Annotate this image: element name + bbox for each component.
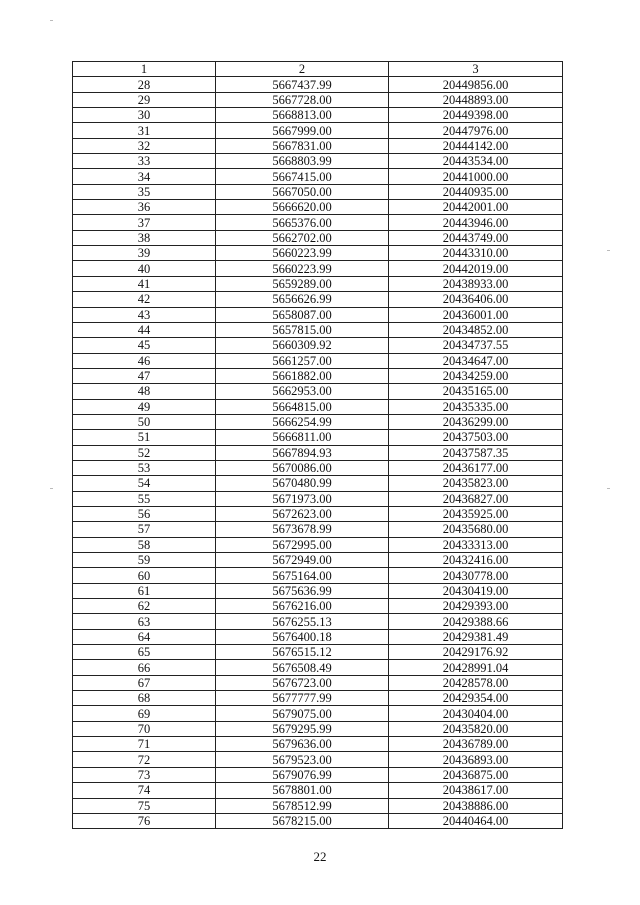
- point-number-cell: 48: [73, 384, 216, 399]
- point-number-cell: 46: [73, 353, 216, 368]
- point-number-cell: 39: [73, 246, 216, 261]
- x-coordinate-cell: 5667999.00: [216, 123, 389, 138]
- scan-margin-mark: [50, 488, 53, 489]
- y-coordinate-cell: 20436299.00: [389, 414, 563, 429]
- point-number-cell: 44: [73, 322, 216, 337]
- point-number-cell: 41: [73, 276, 216, 291]
- x-coordinate-cell: 5660223.99: [216, 261, 389, 276]
- point-number-cell: 36: [73, 200, 216, 215]
- y-coordinate-cell: 20436893.00: [389, 752, 563, 767]
- x-coordinate-cell: 5660223.99: [216, 246, 389, 261]
- table-row: [73, 721, 563, 736]
- table-row: [73, 123, 563, 138]
- y-coordinate-cell: 20434259.00: [389, 368, 563, 383]
- x-coordinate-cell: 5667437.99: [216, 77, 389, 92]
- point-number-cell: 73: [73, 767, 216, 782]
- y-coordinate-cell: 20443946.00: [389, 215, 563, 230]
- table-row: [73, 460, 563, 475]
- page-number: 22: [313, 849, 327, 864]
- x-coordinate-cell: 5672949.00: [216, 553, 389, 568]
- y-coordinate-cell: 20436001.00: [389, 307, 563, 322]
- y-coordinate-cell: 20429393.00: [389, 599, 563, 614]
- x-coordinate-cell: 5676216.00: [216, 599, 389, 614]
- point-number-cell: 43: [73, 307, 216, 322]
- y-coordinate-cell: 20428991.04: [389, 660, 563, 675]
- x-coordinate-cell: 5676255.13: [216, 614, 389, 629]
- point-number-cell: 37: [73, 215, 216, 230]
- y-coordinate-cell: 20430404.00: [389, 706, 563, 721]
- y-coordinate-cell: 20435165.00: [389, 384, 563, 399]
- table-row: [73, 430, 563, 445]
- table-row: [73, 645, 563, 660]
- table-row: [73, 77, 563, 92]
- table-row: [73, 813, 563, 828]
- point-number-cell: 69: [73, 706, 216, 721]
- column-header-y: 3: [389, 62, 563, 77]
- table-row: [73, 246, 563, 261]
- y-coordinate-cell: 20440464.00: [389, 813, 563, 828]
- y-coordinate-cell: 20435823.00: [389, 476, 563, 491]
- y-coordinate-cell: 20429176.92: [389, 645, 563, 660]
- x-coordinate-cell: 5667415.00: [216, 169, 389, 184]
- point-number-cell: 29: [73, 92, 216, 107]
- x-coordinate-cell: 5676508.49: [216, 660, 389, 675]
- table-row: [73, 476, 563, 491]
- x-coordinate-cell: 5665376.00: [216, 215, 389, 230]
- x-coordinate-cell: 5656626.99: [216, 292, 389, 307]
- x-coordinate-cell: 5667050.00: [216, 184, 389, 199]
- table-row: [73, 491, 563, 506]
- point-number-cell: 50: [73, 414, 216, 429]
- y-coordinate-cell: 20443749.00: [389, 230, 563, 245]
- x-coordinate-cell: 5660309.92: [216, 338, 389, 353]
- table-row: [73, 230, 563, 245]
- table-row: [73, 568, 563, 583]
- y-coordinate-cell: 20435335.00: [389, 399, 563, 414]
- table-body: [73, 77, 563, 829]
- y-coordinate-cell: 20443310.00: [389, 246, 563, 261]
- y-coordinate-cell: 20429354.00: [389, 691, 563, 706]
- point-number-cell: 47: [73, 368, 216, 383]
- table-row: [73, 553, 563, 568]
- x-coordinate-cell: 5672995.00: [216, 537, 389, 552]
- x-coordinate-cell: 5668803.99: [216, 154, 389, 169]
- table-row: [73, 737, 563, 752]
- point-number-cell: 28: [73, 77, 216, 92]
- y-coordinate-cell: 20430778.00: [389, 568, 563, 583]
- table-row: [73, 599, 563, 614]
- coordinates-table: [72, 61, 563, 829]
- point-number-cell: 30: [73, 108, 216, 123]
- x-coordinate-cell: 5677777.99: [216, 691, 389, 706]
- table-row: [73, 92, 563, 107]
- x-coordinate-cell: 5668813.00: [216, 108, 389, 123]
- x-coordinate-cell: 5679075.00: [216, 706, 389, 721]
- point-number-cell: 55: [73, 491, 216, 506]
- point-number-cell: 76: [73, 813, 216, 828]
- x-coordinate-cell: 5667728.00: [216, 92, 389, 107]
- y-coordinate-cell: 20429388.66: [389, 614, 563, 629]
- scan-margin-mark: [607, 250, 610, 251]
- point-number-cell: 65: [73, 645, 216, 660]
- y-coordinate-cell: 20438617.00: [389, 783, 563, 798]
- point-number-cell: 38: [73, 230, 216, 245]
- y-coordinate-cell: 20432416.00: [389, 553, 563, 568]
- table-row: [73, 184, 563, 199]
- table-row: [73, 675, 563, 690]
- y-coordinate-cell: 20437503.00: [389, 430, 563, 445]
- y-coordinate-cell: 20444142.00: [389, 138, 563, 153]
- point-number-cell: 62: [73, 599, 216, 614]
- y-coordinate-cell: 20433313.00: [389, 537, 563, 552]
- point-number-cell: 72: [73, 752, 216, 767]
- table-row: [73, 629, 563, 644]
- x-coordinate-cell: 5678215.00: [216, 813, 389, 828]
- y-coordinate-cell: 20448893.00: [389, 92, 563, 107]
- y-coordinate-cell: 20447976.00: [389, 123, 563, 138]
- x-coordinate-cell: 5678512.99: [216, 798, 389, 813]
- x-coordinate-cell: 5673678.99: [216, 522, 389, 537]
- table-row: [73, 614, 563, 629]
- x-coordinate-cell: 5676400.18: [216, 629, 389, 644]
- y-coordinate-cell: 20435820.00: [389, 721, 563, 736]
- y-coordinate-cell: 20434852.00: [389, 322, 563, 337]
- x-coordinate-cell: 5679636.00: [216, 737, 389, 752]
- y-coordinate-cell: 20449398.00: [389, 108, 563, 123]
- point-number-cell: 42: [73, 292, 216, 307]
- point-number-cell: 59: [73, 553, 216, 568]
- point-number-cell: 35: [73, 184, 216, 199]
- y-coordinate-cell: 20442019.00: [389, 261, 563, 276]
- y-coordinate-cell: 20437587.35: [389, 445, 563, 460]
- y-coordinate-cell: 20434737.55: [389, 338, 563, 353]
- table-row: [73, 414, 563, 429]
- y-coordinate-cell: 20430419.00: [389, 583, 563, 598]
- y-coordinate-cell: 20436827.00: [389, 491, 563, 506]
- y-coordinate-cell: 20428578.00: [389, 675, 563, 690]
- scan-margin-mark: [50, 20, 53, 21]
- x-coordinate-cell: 5667831.00: [216, 138, 389, 153]
- x-coordinate-cell: 5657815.00: [216, 322, 389, 337]
- x-coordinate-cell: 5661882.00: [216, 368, 389, 383]
- table-row: [73, 108, 563, 123]
- table-row: [73, 445, 563, 460]
- point-number-cell: 68: [73, 691, 216, 706]
- point-number-cell: 34: [73, 169, 216, 184]
- y-coordinate-cell: 20429381.49: [389, 629, 563, 644]
- table-row: [73, 783, 563, 798]
- point-number-cell: 51: [73, 430, 216, 445]
- point-number-cell: 74: [73, 783, 216, 798]
- y-coordinate-cell: 20436177.00: [389, 460, 563, 475]
- table-row: [73, 200, 563, 215]
- x-coordinate-cell: 5666620.00: [216, 200, 389, 215]
- y-coordinate-cell: 20435680.00: [389, 522, 563, 537]
- x-coordinate-cell: 5678801.00: [216, 783, 389, 798]
- table-row: [73, 399, 563, 414]
- x-coordinate-cell: 5667894.93: [216, 445, 389, 460]
- x-coordinate-cell: 5675164.00: [216, 568, 389, 583]
- table-row: [73, 660, 563, 675]
- table-row: [73, 338, 563, 353]
- x-coordinate-cell: 5670480.99: [216, 476, 389, 491]
- y-coordinate-cell: 20449856.00: [389, 77, 563, 92]
- y-coordinate-cell: 20438933.00: [389, 276, 563, 291]
- point-number-cell: 52: [73, 445, 216, 460]
- x-coordinate-cell: 5661257.00: [216, 353, 389, 368]
- x-coordinate-cell: 5666254.99: [216, 414, 389, 429]
- y-coordinate-cell: 20436789.00: [389, 737, 563, 752]
- scan-margin-mark: [607, 488, 610, 489]
- y-coordinate-cell: 20443534.00: [389, 154, 563, 169]
- y-coordinate-cell: 20435925.00: [389, 506, 563, 521]
- table-row: [73, 767, 563, 782]
- table-row: [73, 169, 563, 184]
- table-row: [73, 706, 563, 721]
- point-number-cell: 49: [73, 399, 216, 414]
- table-row: [73, 522, 563, 537]
- table-row: [73, 368, 563, 383]
- point-number-cell: 31: [73, 123, 216, 138]
- x-coordinate-cell: 5662702.00: [216, 230, 389, 245]
- point-number-cell: 70: [73, 721, 216, 736]
- y-coordinate-cell: 20436875.00: [389, 767, 563, 782]
- y-coordinate-cell: 20434647.00: [389, 353, 563, 368]
- table-row: [73, 138, 563, 153]
- x-coordinate-cell: 5676515.12: [216, 645, 389, 660]
- table-row: [73, 798, 563, 813]
- x-coordinate-cell: 5659289.00: [216, 276, 389, 291]
- x-coordinate-cell: 5664815.00: [216, 399, 389, 414]
- point-number-cell: 40: [73, 261, 216, 276]
- x-coordinate-cell: 5672623.00: [216, 506, 389, 521]
- table-row: [73, 322, 563, 337]
- table-row: [73, 292, 563, 307]
- column-header-number: 1: [73, 62, 216, 77]
- x-coordinate-cell: 5679295.99: [216, 721, 389, 736]
- table-row: [73, 583, 563, 598]
- x-coordinate-cell: 5658087.00: [216, 307, 389, 322]
- table-row: [73, 215, 563, 230]
- x-coordinate-cell: 5662953.00: [216, 384, 389, 399]
- x-coordinate-cell: 5670086.00: [216, 460, 389, 475]
- point-number-cell: 53: [73, 460, 216, 475]
- point-number-cell: 33: [73, 154, 216, 169]
- table-row: [73, 261, 563, 276]
- point-number-cell: 67: [73, 675, 216, 690]
- x-coordinate-cell: 5679523.00: [216, 752, 389, 767]
- point-number-cell: 75: [73, 798, 216, 813]
- y-coordinate-cell: 20442001.00: [389, 200, 563, 215]
- point-number-cell: 57: [73, 522, 216, 537]
- x-coordinate-cell: 5666811.00: [216, 430, 389, 445]
- point-number-cell: 66: [73, 660, 216, 675]
- point-number-cell: 61: [73, 583, 216, 598]
- y-coordinate-cell: 20441000.00: [389, 169, 563, 184]
- point-number-cell: 32: [73, 138, 216, 153]
- point-number-cell: 58: [73, 537, 216, 552]
- table-row: [73, 691, 563, 706]
- table-row: [73, 537, 563, 552]
- point-number-cell: 63: [73, 614, 216, 629]
- y-coordinate-cell: 20436406.00: [389, 292, 563, 307]
- point-number-cell: 64: [73, 629, 216, 644]
- table-row: [73, 752, 563, 767]
- y-coordinate-cell: 20440935.00: [389, 184, 563, 199]
- table-header-row: [73, 62, 563, 77]
- x-coordinate-cell: 5671973.00: [216, 491, 389, 506]
- point-number-cell: 45: [73, 338, 216, 353]
- point-number-cell: 54: [73, 476, 216, 491]
- point-number-cell: 60: [73, 568, 216, 583]
- x-coordinate-cell: 5679076.99: [216, 767, 389, 782]
- table-row: [73, 353, 563, 368]
- x-coordinate-cell: 5675636.99: [216, 583, 389, 598]
- table-row: [73, 307, 563, 322]
- column-header-x: 2: [216, 62, 389, 77]
- table-row: [73, 276, 563, 291]
- table-row: [73, 506, 563, 521]
- point-number-cell: 71: [73, 737, 216, 752]
- point-number-cell: 56: [73, 506, 216, 521]
- table-row: [73, 154, 563, 169]
- table-row: [73, 384, 563, 399]
- y-coordinate-cell: 20438886.00: [389, 798, 563, 813]
- x-coordinate-cell: 5676723.00: [216, 675, 389, 690]
